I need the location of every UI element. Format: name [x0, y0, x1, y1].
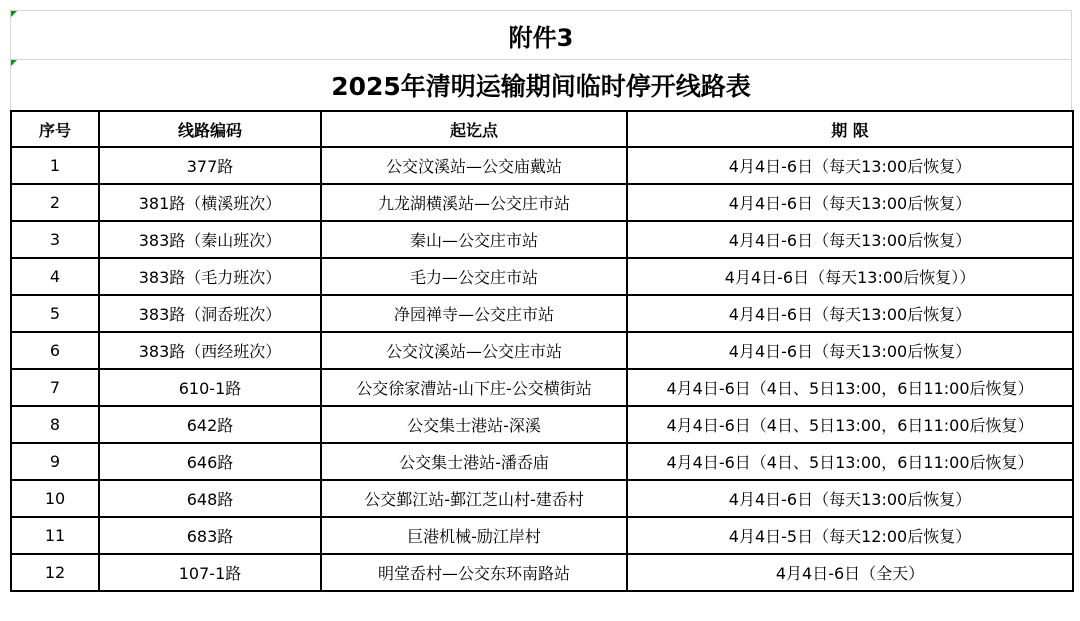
cell-code[interactable]: 381路（横溪班次）: [99, 184, 321, 221]
cell-period[interactable]: 4月4日-6日（全天）: [627, 554, 1073, 591]
cell-route[interactable]: 公交汶溪站—公交庙戴站: [321, 147, 627, 184]
table-row: [11, 258, 1073, 295]
cell-period[interactable]: 4月4日-6日（每天13:00后恢复）: [627, 295, 1073, 332]
cell-route[interactable]: 九龙湖横溪站—公交庄市站: [321, 184, 627, 221]
table-row: [11, 295, 1073, 332]
cell-route[interactable]: 公交汶溪站—公交庄市站: [321, 332, 627, 369]
cell-no[interactable]: 8: [11, 406, 99, 443]
cell-route[interactable]: 净园禅寺—公交庄市站: [321, 295, 627, 332]
cell-code[interactable]: 648路: [99, 480, 321, 517]
table-row: [11, 369, 1073, 406]
table-row: [11, 406, 1073, 443]
table-row: [11, 443, 1073, 480]
column-header-code[interactable]: 线路编码: [99, 111, 321, 147]
cell-no[interactable]: 11: [11, 517, 99, 554]
column-header-route[interactable]: 起讫点: [321, 111, 627, 147]
cell-code[interactable]: 107-1路: [99, 554, 321, 591]
cell-code[interactable]: 377路: [99, 147, 321, 184]
cell-period[interactable]: 4月4日-6日（每天13:00后恢复）: [627, 480, 1073, 517]
cell-route[interactable]: 公交鄞江站-鄞江芝山村-建岙村: [321, 480, 627, 517]
cell-route[interactable]: 公交集士港站-深溪: [321, 406, 627, 443]
cell-period[interactable]: 4月4日-6日（4日、5日13:00，6日11:00后恢复）: [627, 406, 1073, 443]
cell-no[interactable]: 2: [11, 184, 99, 221]
cell-route[interactable]: 明堂岙村—公交东环南路站: [321, 554, 627, 591]
cell-period[interactable]: 4月4日-6日（4日、5日13:00，6日11:00后恢复）: [627, 369, 1073, 406]
table-title: 2025年清明运输期间临时停开线路表: [331, 72, 751, 101]
cell-code[interactable]: 646路: [99, 443, 321, 480]
cell-no[interactable]: 5: [11, 295, 99, 332]
cell-code[interactable]: 642路: [99, 406, 321, 443]
cell-route[interactable]: 秦山—公交庄市站: [321, 221, 627, 258]
table-row: [11, 332, 1073, 369]
table-title-cell[interactable]: [10, 59, 1072, 110]
table-row: [11, 221, 1073, 258]
table-row: [11, 147, 1073, 184]
cell-period[interactable]: 4月4日-5日（每天12:00后恢复）: [627, 517, 1073, 554]
cell-no[interactable]: 10: [11, 480, 99, 517]
table-row: [11, 517, 1073, 554]
cell-no[interactable]: 4: [11, 258, 99, 295]
cell-route[interactable]: 公交集士港站-潘岙庙: [321, 443, 627, 480]
cell-no[interactable]: 6: [11, 332, 99, 369]
cell-code[interactable]: 610-1路: [99, 369, 321, 406]
table-row: [11, 554, 1073, 591]
cell-period[interactable]: 4月4日-6日（每天13:00后恢复）: [627, 221, 1073, 258]
table-row: [11, 480, 1073, 517]
cell-no[interactable]: 7: [11, 369, 99, 406]
cell-comment-marker: [11, 60, 17, 66]
cell-no[interactable]: 1: [11, 147, 99, 184]
cell-route[interactable]: 毛力—公交庄市站: [321, 258, 627, 295]
cell-period[interactable]: 4月4日-6日（每天13:00后恢复）: [627, 332, 1073, 369]
table-row: [11, 184, 1073, 221]
attachment-label: 附件3: [508, 23, 574, 52]
route-suspension-table: [10, 110, 1074, 592]
cell-code[interactable]: 383路（毛力班次）: [99, 258, 321, 295]
column-header-no[interactable]: 序号: [11, 111, 99, 147]
table-header-row: [11, 111, 1073, 147]
cell-period[interactable]: 4月4日-6日（每天13:00后恢复）: [627, 184, 1073, 221]
cell-route[interactable]: 巨港机械-励江岸村: [321, 517, 627, 554]
cell-code[interactable]: 383路（西经班次）: [99, 332, 321, 369]
cell-period[interactable]: 4月4日-6日（每天13:00后恢复）: [627, 147, 1073, 184]
cell-code[interactable]: 383路（秦山班次）: [99, 221, 321, 258]
cell-period[interactable]: 4月4日-6日（4日、5日13:00，6日11:00后恢复）: [627, 443, 1073, 480]
spreadsheet: [10, 10, 1072, 592]
cell-route[interactable]: 公交徐家漕站-山下庄-公交横街站: [321, 369, 627, 406]
cell-no[interactable]: 12: [11, 554, 99, 591]
attachment-heading-cell[interactable]: [10, 10, 1072, 59]
cell-comment-marker: [11, 11, 17, 17]
cell-period[interactable]: 4月4日-6日（每天13:00后恢复））: [627, 258, 1073, 295]
cell-no[interactable]: 9: [11, 443, 99, 480]
column-header-period[interactable]: 期 限: [627, 111, 1073, 147]
cell-code[interactable]: 383路（洞岙班次）: [99, 295, 321, 332]
cell-no[interactable]: 3: [11, 221, 99, 258]
cell-code[interactable]: 683路: [99, 517, 321, 554]
